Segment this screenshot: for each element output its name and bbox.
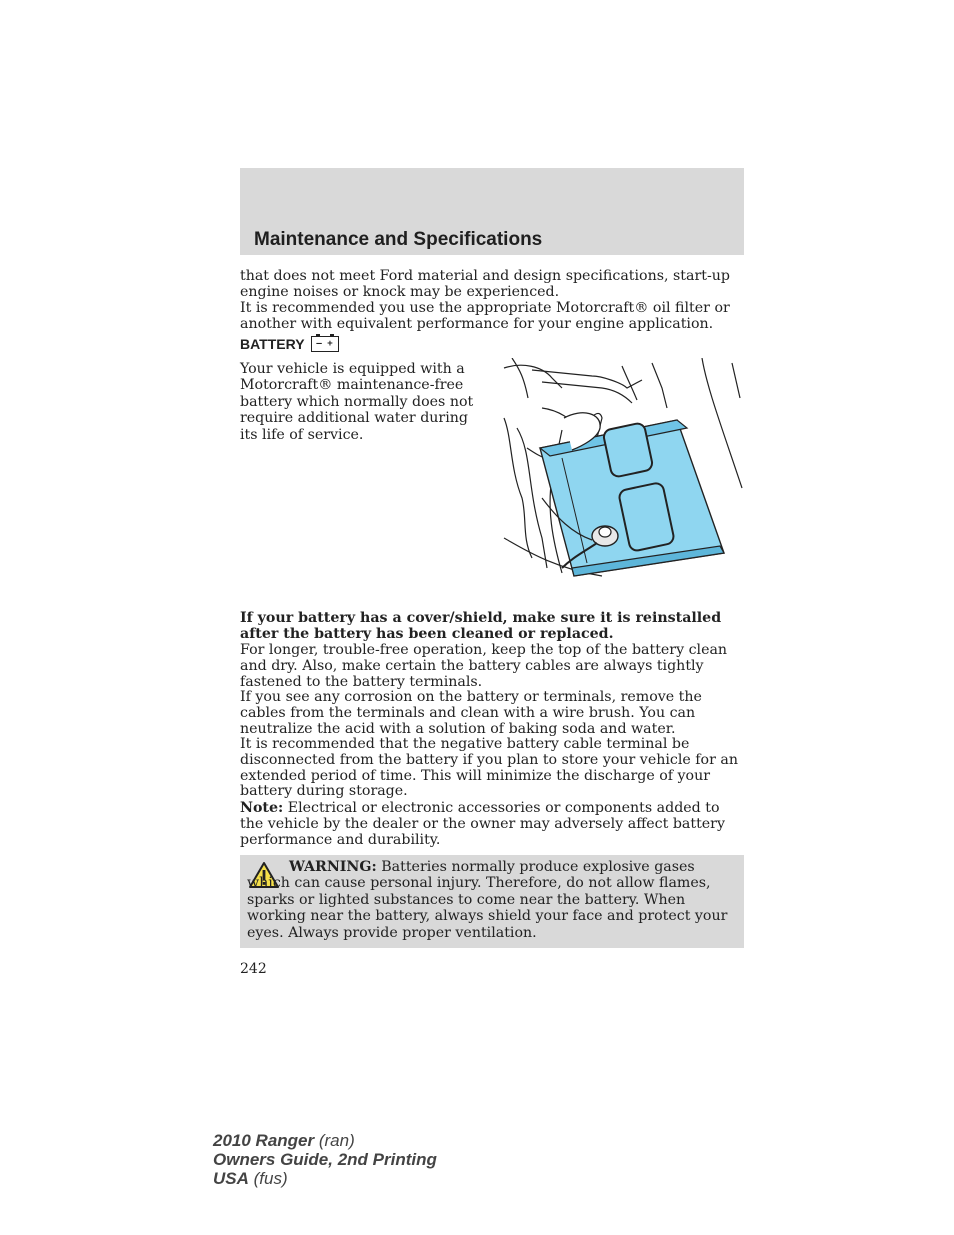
battery-illustration xyxy=(502,358,744,578)
paragraph-oil-filter: It is recommended you use the appropriate Motorcraft® oil filter or another with equivalent performance for your engine application. xyxy=(240,300,730,332)
note-paragraph xyxy=(240,801,744,848)
warning-body: Batteries normally produce explosive gases which can cause personal injury. Therefore, do not allow flames, sparks or lighted substances to come near the battery. When working near the battery, always shield your face and protect your eyes. Always provide proper ventilation. xyxy=(247,859,728,941)
battery-heading xyxy=(240,336,339,352)
paragraph-clean-battery: For longer, trouble-free operation, keep the top of the battery clean and dry. Also, make certain the battery cables are always tightly fastened to the battery terminals. xyxy=(240,642,728,690)
footer xyxy=(213,1131,437,1188)
paragraph-storage: It is recommended that the negative battery cable terminal be disconnected from the battery if you plan to store your vehicle for an extended period of time. This will minimize the discharge of your battery during storage. xyxy=(240,736,738,800)
note-label: Note: xyxy=(240,800,284,816)
note-text: Electrical or electronic accessories or components added to the vehicle by the dealer or the owner may adversely affect battery performance and durability. xyxy=(240,800,725,848)
battery-heading-label: BATTERY xyxy=(240,336,305,352)
paragraph-corrosion: If you see any corrosion on the battery or terminals, remove the cables from the terminals and clean with a wire brush. You can neutralize the acid with a solution of baking soda and water. xyxy=(240,689,702,737)
section-title: Maintenance and Specifications xyxy=(254,229,543,250)
page-number: 242 xyxy=(240,961,267,977)
footer-line-2: Owners Guide, 2nd Printing xyxy=(213,1150,437,1169)
footer-line-3: USA (fus) xyxy=(213,1169,288,1188)
footer-line-1: 2010 Ranger (ran) xyxy=(213,1131,355,1150)
battery-symbol-icon: – + xyxy=(311,336,339,352)
battery-intro: Your vehicle is equipped with a Motorcraft® maintenance-free battery which normally does not require additional water during its life of service. xyxy=(240,361,474,443)
section-header-band xyxy=(240,168,744,255)
paragraph-oil-spec: that does not meet Ford material and design specifications, start-up engine noises or knock may be experienced. xyxy=(240,268,730,300)
warning-box xyxy=(240,855,744,948)
cover-shield-notice: If your battery has a cover/shield, make sure it is reinstalled after the battery has been cleaned or replaced. xyxy=(240,610,722,642)
warning-label: WARNING: xyxy=(289,859,377,875)
warning-text xyxy=(247,859,737,941)
